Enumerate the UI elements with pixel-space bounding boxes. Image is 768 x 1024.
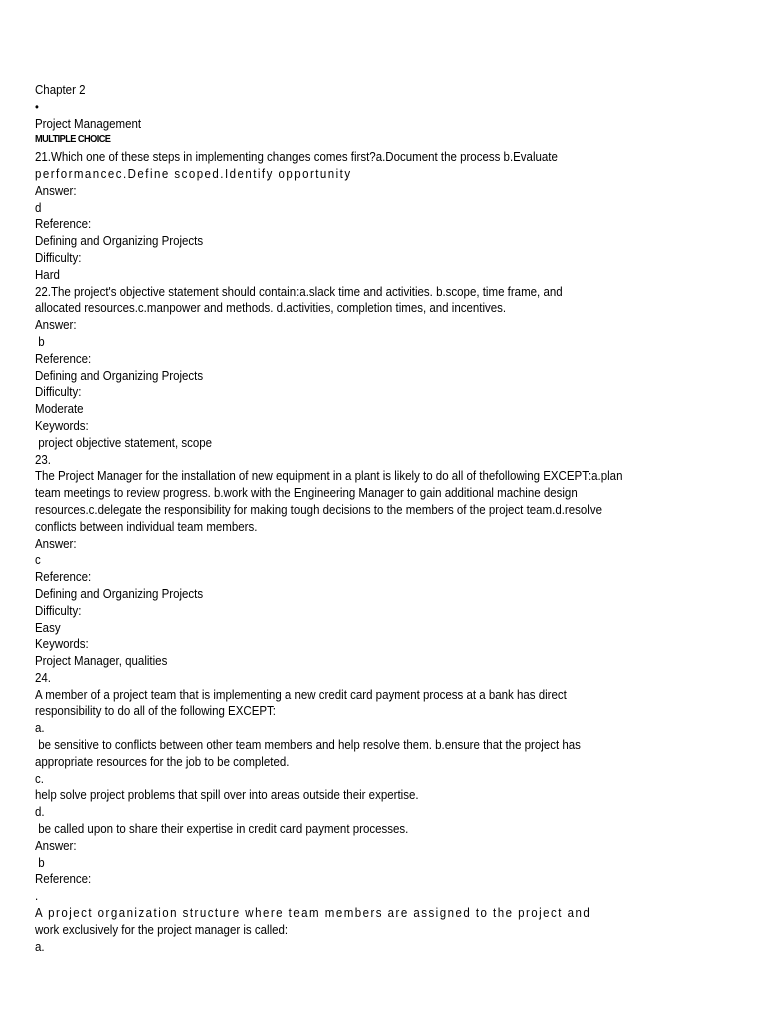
text-line: Project Management <box>35 116 142 131</box>
text-line: appropriate resources for the job to be completed. <box>35 754 290 769</box>
text-line: 23. <box>35 452 51 467</box>
text-line: conflicts between individual team members. <box>35 519 258 534</box>
document-body <box>35 82 728 955</box>
text-line: resources.c.delegate the responsibility for making tough decisions to the members of the project team.d.resolve <box>35 502 602 517</box>
text-line: Answer: <box>35 183 77 198</box>
text-line: Reference: <box>35 570 92 585</box>
text-line: Keywords: <box>35 418 89 433</box>
text-line: Reference: <box>35 351 92 366</box>
text-line: be called upon to share their expertise in credit card payment processes. <box>35 822 409 837</box>
text-line: responsibility to do all of the following EXCEPT: <box>35 704 276 719</box>
text-line: team meetings to review progress. b.work with the Engineering Manager to gain additional machine design <box>35 486 578 501</box>
text-line: Reference: <box>35 872 92 887</box>
text-line: Difficulty: <box>35 385 82 400</box>
text-line: b <box>35 334 45 349</box>
text-line: Hard <box>35 267 60 282</box>
text-line: Defining and Organizing Projects <box>35 586 204 601</box>
text-line: Answer: <box>35 536 77 551</box>
text-line: Defining and Organizing Projects <box>35 234 204 249</box>
text-line: Chapter 2 <box>35 83 86 97</box>
text-line: . <box>35 889 39 904</box>
text-line: project objective statement, scope <box>35 435 213 450</box>
text-line: Defining and Organizing Projects <box>35 368 204 383</box>
text-line: d. <box>35 805 45 820</box>
text-line: Answer: <box>35 838 77 853</box>
text-line: 24. <box>35 670 51 685</box>
text-line: A member of a project team that is implementing a new credit card payment process at a bank has direct <box>35 687 567 702</box>
text-line: d <box>35 200 42 215</box>
text-line: help solve project problems that spill over into areas outside their expertise. <box>35 788 419 803</box>
text-line: Answer: <box>35 318 77 333</box>
text-line: c. <box>35 771 44 786</box>
text-line: a. <box>35 721 45 736</box>
text-line: 21.Which one of these steps in implementing changes comes first?a.Document the process b.Evaluate <box>35 150 558 165</box>
text-line: 22.The project's objective statement should contain:a.slack time and activities. b.scope, time frame, and <box>35 284 563 299</box>
text-line: performancec.Define scoped.Identify opportunity <box>35 166 352 181</box>
text-line: Reference: <box>35 217 92 232</box>
text-line: • <box>35 99 39 114</box>
text-line: Easy <box>35 620 61 635</box>
text-line: b <box>35 855 45 870</box>
text-line: A project organization structure where team members are assigned to the project and <box>35 906 592 921</box>
text-line: The Project Manager for the installation of new equipment in a plant is likely to do all of thefollowing EXCEPT:a.plan <box>35 469 623 484</box>
text-line: work exclusively for the project manager is called: <box>35 922 289 937</box>
text-line: allocated resources.c.manpower and methods. d.activities, completion times, and incentives. <box>35 301 507 316</box>
text-line: MULTIPLE CHOICE <box>35 134 111 146</box>
text-line: Difficulty: <box>35 250 82 265</box>
text-line: be sensitive to conflicts between other team members and help resolve them. b.ensure that the project has <box>35 738 581 753</box>
text-line: Moderate <box>35 402 84 417</box>
text-line: Difficulty: <box>35 603 82 618</box>
text-line: Project Manager, qualities <box>35 654 168 669</box>
text-line: Keywords: <box>35 637 89 652</box>
text-line: a. <box>35 939 45 954</box>
text-line: c <box>35 553 41 568</box>
